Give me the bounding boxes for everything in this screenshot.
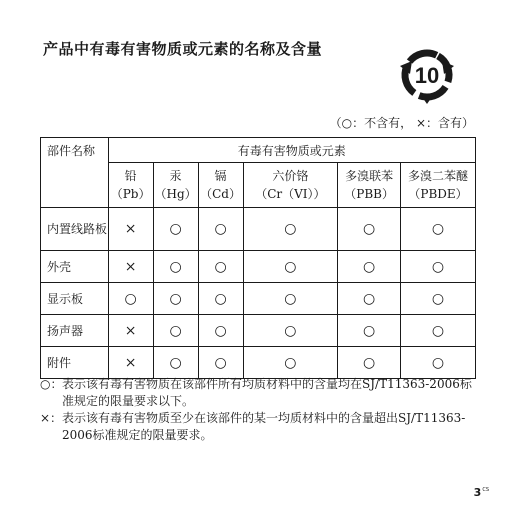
substance-mark: ×: [108, 347, 153, 379]
substance-symbol: （Cd）: [200, 187, 241, 201]
substance-mark: ○: [153, 283, 198, 315]
substance-header: [401, 163, 476, 208]
substance-mark: ○: [198, 208, 243, 251]
substance-mark: ○: [401, 347, 476, 379]
substance-mark: ○: [153, 208, 198, 251]
substance-mark: ○: [198, 283, 243, 315]
substance-mark: ×: [108, 251, 153, 283]
substance-header: [198, 163, 243, 208]
substance-group-header: 有毒有害物质或元素: [108, 138, 475, 163]
substance-symbol: （PBB）: [344, 187, 394, 201]
part-name: 外壳: [41, 251, 109, 283]
table-row: [41, 283, 476, 315]
substance-mark: ○: [153, 251, 198, 283]
substance-mark: ○: [338, 251, 401, 283]
substance-mark: ○: [401, 251, 476, 283]
part-name: 内置线路板: [41, 208, 109, 251]
substance-table: [40, 137, 476, 379]
note-text: 表示该有毒有害物质在该部件所有均质材料中的含量均在SJ/T11363-2006标准规定的限量要求以下。: [62, 377, 472, 408]
substance-mark: ×: [108, 315, 153, 347]
substance-mark: ○: [243, 251, 338, 283]
page-number-suffix: CS: [482, 487, 489, 494]
substance-name: 多溴联苯: [345, 169, 394, 183]
substance-mark: ○: [243, 283, 338, 315]
part-name-header: 部件名称: [41, 138, 109, 208]
substance-mark: ○: [401, 208, 476, 251]
substance-mark: ○: [198, 315, 243, 347]
substance-mark: ○: [243, 315, 338, 347]
substance-mark: ○: [401, 283, 476, 315]
page-title: 产品中有毒有害物质或元素的名称及含量: [43, 40, 323, 58]
substance-mark: ○: [338, 208, 401, 251]
substance-mark: ○: [153, 315, 198, 347]
substance-mark: ○: [338, 315, 401, 347]
substance-symbol: （Cr（VI））: [255, 187, 326, 201]
logo-number: 10: [414, 63, 440, 88]
legend: （○：不含有， ×：含有）: [329, 116, 474, 130]
substance-mark: ○: [153, 347, 198, 379]
substance-mark: ×: [108, 208, 153, 251]
substance-mark: ○: [198, 347, 243, 379]
substance-mark: ○: [401, 315, 476, 347]
substance-mark: ○: [243, 208, 338, 251]
page-number: [474, 486, 489, 499]
part-name: 显示板: [41, 283, 109, 315]
part-name: 扬声器: [41, 315, 109, 347]
substance-header: [108, 163, 153, 208]
substance-mark: ○: [198, 251, 243, 283]
substance-mark: ○: [338, 283, 401, 315]
table-row: [41, 347, 476, 379]
substance-header: [338, 163, 401, 208]
note-symbol: ○：: [40, 377, 63, 391]
page-number-value: 3: [473, 486, 482, 499]
substance-symbol: （PBDE）: [408, 187, 468, 201]
substance-name: 镉: [214, 169, 227, 183]
note-symbol: ×：: [40, 411, 63, 425]
substance-header: [243, 163, 338, 208]
note-not-contained: [40, 376, 480, 410]
substance-mark: ○: [338, 347, 401, 379]
substance-name: 铅: [124, 169, 137, 183]
substance-mark: ○: [243, 347, 338, 379]
part-name: 附件: [41, 347, 109, 379]
environmental-protection-period-logo: [396, 44, 458, 106]
substance-header: [153, 163, 198, 208]
notes: [40, 376, 480, 444]
substance-name: 六价铬: [272, 169, 309, 183]
table-row: [41, 315, 476, 347]
substance-mark: ○: [108, 283, 153, 315]
table-row: [41, 208, 476, 251]
table-row: [41, 251, 476, 283]
substance-symbol: （Pb）: [110, 187, 151, 201]
substance-name: 汞: [169, 169, 182, 183]
note-contained: [40, 410, 480, 444]
note-text: 表示该有毒有害物质至少在该部件的某一均质材料中的含量超出SJ/T11363-2006标准规定的限量要求。: [62, 411, 466, 442]
substance-name: 多溴二苯醚: [408, 169, 469, 183]
substance-symbol: （Hg）: [154, 187, 197, 201]
